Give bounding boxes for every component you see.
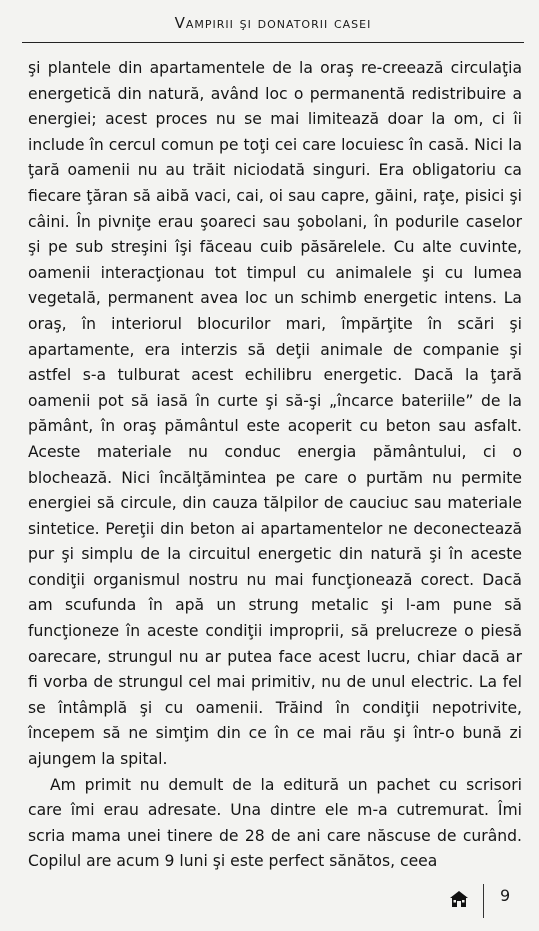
page-footer: [0, 880, 539, 930]
footer-divider: [483, 884, 484, 918]
paragraph: Am primit nu demult de la editură un pachet cu scrisori care îmi erau adresate. Una dintre ele m-a cutremurat. Îmi scria mama unei tinere de 28 de ani care născuse de curând. Copilul are acum 9 luni şi este perfect sănătos, ceea: [28, 775, 522, 871]
house-icon: [449, 890, 469, 908]
page-body: [28, 56, 522, 875]
page-number: 9: [500, 886, 511, 905]
running-title: Vampirii şi donatorii casei: [174, 14, 372, 32]
paragraph-continued: şi plantele din apartamentele de la oraş re-creează circulaţia energetică din natură, având loc o permanentă redistribuire a energiei; acest proces nu se mai limitează doar la om, ci îi include în cercul comun pe toţi cei care locuiesc în casă. Nici la ţară oamenii nu au trăit niciodată singuri. Era obligatoriu ca fiecare ţăran să aibă vaci, cai, oi sau capre, găini, raţe, pisici şi câini. În pivniţe erau şoareci sau şobolani, în podurile caselor şi pe sub streşini îşi făceau cuib păsărelele. Cu alte cuvinte, oamenii interacţionau tot timpul cu animalele şi cu lumea vegetală, permanent avea loc un schimb energetic intens. La oraş, în interiorul blocurilor mari, împărţite în scări şi apartamente, era interzis să deţii animale de companie şi astfel s-a tulburat acest echilibru energetic. Dacă la ţară oamenii pot să iasă în curte şi să-şi „încarce bateriile” de la pământ, în oraş pământul este acoperit cu beton sau asfalt. Aceste materiale nu conduc energia pământului, ci o blochează. Nici încălţămintea pe care o purtăm nu permite energiei să circule, din cauza tălpilor de cauciuc sau materiale sintetice. Pereţii din beton ai apartamentelor ne deconectează pur şi simplu de la circuitul energetic din natură şi în aceste condiţii organismul nostru nu mai funcţionează corect. Dacă am scufunda în apă un strung metalic şi l-am pune să funcţioneze în aceste condiţii improprii, să prelucreze o piesă oarecare, strungul nu ar putea face acest lucru, chiar dacă ar fi vorba de strungul cel mai primitiv, nu de unul electric. La fel se întâmplă şi cu oamenii. Trăind în condiţii nepotrivite, începem să ne simţim din ce în ce mai rău şi într-o bună zi ajungem la spital.: [28, 59, 522, 769]
page-header: [22, 0, 524, 46]
header-rule: [22, 42, 524, 43]
